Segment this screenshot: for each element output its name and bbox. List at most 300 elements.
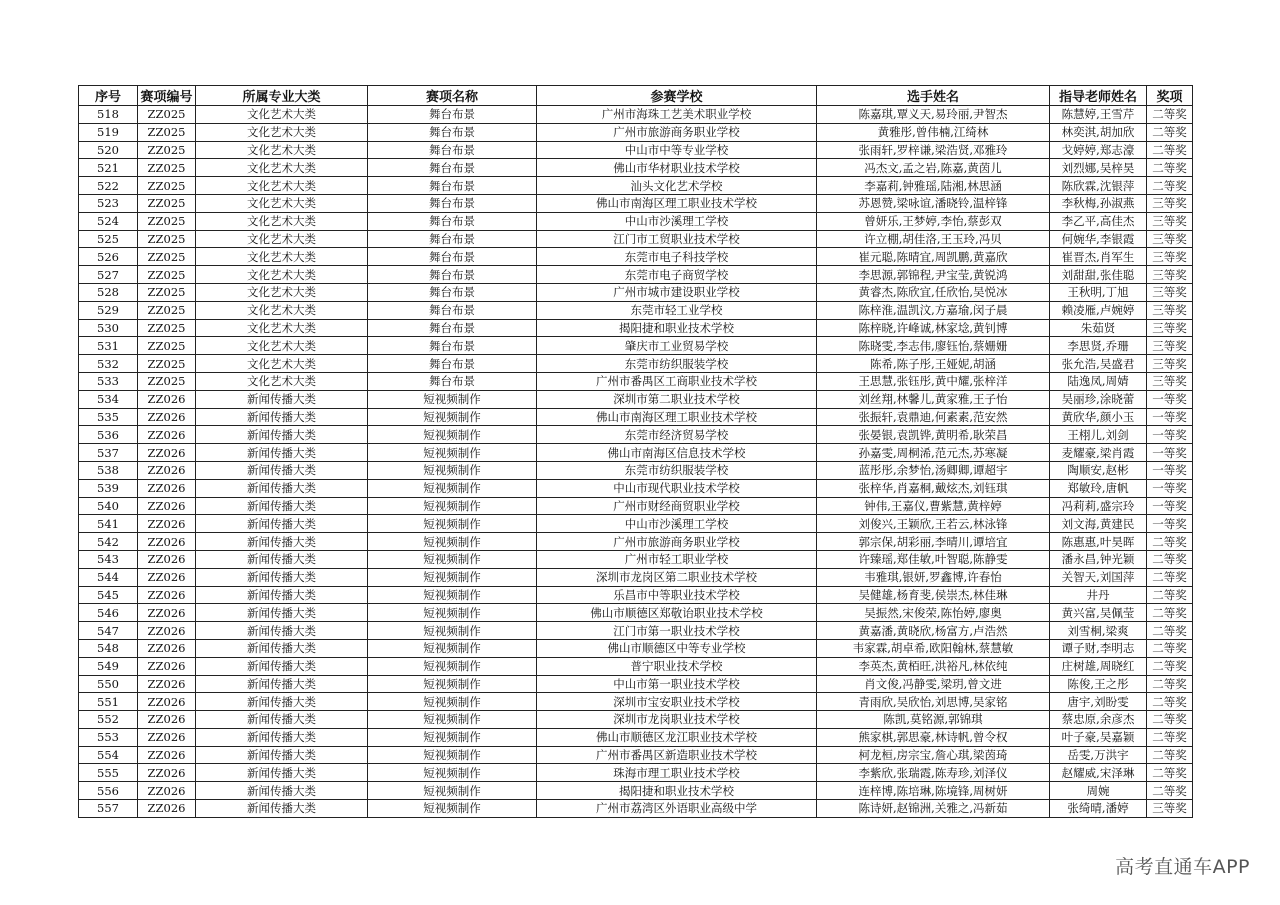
cell-contestants: 李紫欣,张瑞霞,陈寿珍,刘泽仪	[817, 764, 1050, 782]
cell-award: 三等奖	[1147, 230, 1193, 248]
cell-index: 555	[79, 764, 138, 782]
cell-award: 二等奖	[1147, 622, 1193, 640]
table-row	[79, 479, 1193, 497]
cell-event-code: ZZ026	[138, 426, 196, 444]
cell-instructors: 潘永昌,钟光颖	[1050, 550, 1147, 568]
cell-category: 新闻传播大类	[196, 586, 368, 604]
cell-contestants: 张梓华,肖嘉桐,戴炫杰,刘钰琪	[817, 479, 1050, 497]
cell-event-name: 短视频制作	[368, 479, 537, 497]
cell-school: 中山市现代职业技术学校	[537, 479, 817, 497]
cell-index: 543	[79, 550, 138, 568]
table-row	[79, 800, 1193, 818]
col-header-event-code: 赛项编号	[138, 86, 196, 106]
col-header-category: 所属专业大类	[196, 86, 368, 106]
cell-school: 东莞市轻工业学校	[537, 301, 817, 319]
cell-contestants: 刘俊兴,王颖欣,王若云,林泳锋	[817, 515, 1050, 533]
cell-instructors: 叶子豪,吴嘉颖	[1050, 728, 1147, 746]
cell-contestants: 张振轩,袁鼎迪,何素素,范安然	[817, 408, 1050, 426]
cell-event-code: ZZ026	[138, 675, 196, 693]
cell-instructors: 刘甜甜,张佳聪	[1050, 266, 1147, 284]
cell-school: 汕头文化艺术学校	[537, 177, 817, 195]
cell-instructors: 朱茹贤	[1050, 319, 1147, 337]
cell-index: 544	[79, 568, 138, 586]
cell-category: 文化艺术大类	[196, 283, 368, 301]
cell-contestants: 陈诗妍,赵锦洲,关雅之,冯新茹	[817, 800, 1050, 818]
cell-event-code: ZZ026	[138, 479, 196, 497]
table-body	[79, 106, 1193, 818]
table-row	[79, 177, 1193, 195]
cell-event-name: 舞台布景	[368, 212, 537, 230]
cell-event-name: 舞台布景	[368, 106, 537, 124]
cell-event-code: ZZ025	[138, 106, 196, 124]
cell-contestants: 陈梓淮,温凯汶,方嘉瑜,闵子晨	[817, 301, 1050, 319]
cell-event-code: ZZ025	[138, 177, 196, 195]
cell-event-name: 短视频制作	[368, 746, 537, 764]
cell-award: 二等奖	[1147, 746, 1193, 764]
cell-event-code: ZZ026	[138, 444, 196, 462]
cell-category: 新闻传播大类	[196, 390, 368, 408]
table-row	[79, 639, 1193, 657]
cell-index: 546	[79, 604, 138, 622]
cell-award: 二等奖	[1147, 568, 1193, 586]
cell-contestants: 陈希,陈子彤,王娅妮,胡涵	[817, 355, 1050, 373]
col-header-event-name: 赛项名称	[368, 86, 537, 106]
cell-event-code: ZZ026	[138, 711, 196, 729]
cell-instructors: 唐宇,刘盼雯	[1050, 693, 1147, 711]
table-row	[79, 319, 1193, 337]
table-row	[79, 301, 1193, 319]
cell-event-code: ZZ026	[138, 782, 196, 800]
cell-contestants: 黄雅彤,曾伟楠,江绮林	[817, 123, 1050, 141]
cell-instructors: 陈慧婷,王雪芹	[1050, 106, 1147, 124]
cell-school: 中山市中等专业学校	[537, 141, 817, 159]
table-row	[79, 444, 1193, 462]
cell-event-code: ZZ026	[138, 390, 196, 408]
cell-award: 二等奖	[1147, 782, 1193, 800]
cell-category: 新闻传播大类	[196, 604, 368, 622]
cell-event-code: ZZ025	[138, 230, 196, 248]
cell-event-code: ZZ026	[138, 586, 196, 604]
cell-school: 广州市财经商贸职业学校	[537, 497, 817, 515]
cell-instructors: 赵耀威,宋泽琳	[1050, 764, 1147, 782]
cell-instructors: 戈婷婷,郑志濠	[1050, 141, 1147, 159]
cell-contestants: 陈嘉琪,覃义天,易玲丽,尹智杰	[817, 106, 1050, 124]
cell-instructors: 刘雪桐,梁爽	[1050, 622, 1147, 640]
results-sheet	[78, 85, 1192, 818]
cell-index: 538	[79, 461, 138, 479]
cell-category: 新闻传播大类	[196, 550, 368, 568]
cell-school: 佛山市顺德区龙江职业技术学校	[537, 728, 817, 746]
cell-award: 三等奖	[1147, 248, 1193, 266]
table-row	[79, 372, 1193, 390]
cell-category: 新闻传播大类	[196, 426, 368, 444]
cell-school: 东莞市电子商贸学校	[537, 266, 817, 284]
cell-index: 520	[79, 141, 138, 159]
table-row	[79, 711, 1193, 729]
cell-index: 526	[79, 248, 138, 266]
cell-award: 二等奖	[1147, 123, 1193, 141]
cell-instructors: 陈欣霖,沈银萍	[1050, 177, 1147, 195]
cell-event-name: 舞台布景	[368, 283, 537, 301]
cell-contestants: 韦家霖,胡卓希,欧阳翰林,蔡慧敏	[817, 639, 1050, 657]
table-row	[79, 782, 1193, 800]
cell-contestants: 钟伟,王嘉仪,曹紫慧,黄梓婷	[817, 497, 1050, 515]
cell-event-name: 短视频制作	[368, 800, 537, 818]
cell-instructors: 井丹	[1050, 586, 1147, 604]
cell-event-code: ZZ026	[138, 515, 196, 533]
cell-event-code: ZZ026	[138, 800, 196, 818]
cell-award: 二等奖	[1147, 604, 1193, 622]
cell-school: 广州市番禺区新造职业技术学校	[537, 746, 817, 764]
cell-event-code: ZZ025	[138, 319, 196, 337]
cell-school: 珠海市理工职业技术学校	[537, 764, 817, 782]
cell-category: 文化艺术大类	[196, 266, 368, 284]
cell-category: 新闻传播大类	[196, 639, 368, 657]
cell-index: 554	[79, 746, 138, 764]
cell-index: 525	[79, 230, 138, 248]
cell-instructors: 李思贤,乔珊	[1050, 337, 1147, 355]
cell-instructors: 林奕淇,胡加欣	[1050, 123, 1147, 141]
cell-award: 一等奖	[1147, 408, 1193, 426]
cell-index: 522	[79, 177, 138, 195]
table-row	[79, 408, 1193, 426]
cell-category: 文化艺术大类	[196, 159, 368, 177]
cell-award: 一等奖	[1147, 426, 1193, 444]
cell-event-code: ZZ026	[138, 622, 196, 640]
cell-category: 文化艺术大类	[196, 177, 368, 195]
col-header-instructors: 指导老师姓名	[1050, 86, 1147, 106]
cell-category: 新闻传播大类	[196, 515, 368, 533]
table-row	[79, 728, 1193, 746]
cell-index: 534	[79, 390, 138, 408]
cell-event-name: 短视频制作	[368, 657, 537, 675]
cell-instructors: 郑敏玲,唐帆	[1050, 479, 1147, 497]
table-row	[79, 461, 1193, 479]
cell-index: 524	[79, 212, 138, 230]
cell-event-code: ZZ025	[138, 337, 196, 355]
table-row	[79, 568, 1193, 586]
cell-instructors: 蔡忠原,余彦杰	[1050, 711, 1147, 729]
cell-contestants: 崔元聪,陈晴宜,周凯鹏,黄嘉欣	[817, 248, 1050, 266]
col-header-award: 奖项	[1147, 86, 1193, 106]
cell-index: 539	[79, 479, 138, 497]
cell-event-name: 短视频制作	[368, 586, 537, 604]
cell-event-name: 舞台布景	[368, 230, 537, 248]
col-header-contestants: 选手姓名	[817, 86, 1050, 106]
cell-index: 527	[79, 266, 138, 284]
cell-event-name: 短视频制作	[368, 515, 537, 533]
cell-event-code: ZZ026	[138, 461, 196, 479]
cell-school: 东莞市纺织服装学校	[537, 461, 817, 479]
cell-award: 二等奖	[1147, 728, 1193, 746]
cell-school: 深圳市宝安职业技术学校	[537, 693, 817, 711]
cell-category: 新闻传播大类	[196, 622, 368, 640]
cell-event-code: ZZ026	[138, 728, 196, 746]
table-row	[79, 622, 1193, 640]
table-row	[79, 746, 1193, 764]
cell-event-code: ZZ025	[138, 283, 196, 301]
cell-school: 中山市沙溪理工学校	[537, 212, 817, 230]
cell-school: 佛山市南海区理工职业技术学校	[537, 408, 817, 426]
cell-contestants: 王思慧,张钰彤,黄中耀,张梓洋	[817, 372, 1050, 390]
cell-instructors: 张绮晴,潘婷	[1050, 800, 1147, 818]
cell-index: 551	[79, 693, 138, 711]
cell-event-name: 短视频制作	[368, 693, 537, 711]
cell-contestants: 韦雅琪,银妍,罗鑫博,许春怡	[817, 568, 1050, 586]
cell-contestants: 张晏银,袁凯铧,黄明希,耿荣昌	[817, 426, 1050, 444]
cell-event-name: 舞台布景	[368, 301, 537, 319]
cell-category: 新闻传播大类	[196, 444, 368, 462]
cell-category: 文化艺术大类	[196, 141, 368, 159]
cell-school: 佛山市顺德区中等专业学校	[537, 639, 817, 657]
cell-award: 三等奖	[1147, 301, 1193, 319]
cell-event-code: ZZ025	[138, 248, 196, 266]
cell-index: 518	[79, 106, 138, 124]
cell-event-name: 短视频制作	[368, 497, 537, 515]
cell-event-code: ZZ025	[138, 212, 196, 230]
cell-category: 新闻传播大类	[196, 408, 368, 426]
table-row	[79, 426, 1193, 444]
cell-index: 521	[79, 159, 138, 177]
cell-instructors: 李秋梅,孙淑燕	[1050, 194, 1147, 212]
cell-school: 揭阳捷和职业技术学校	[537, 319, 817, 337]
table-row	[79, 764, 1193, 782]
cell-award: 二等奖	[1147, 711, 1193, 729]
cell-contestants: 吴健雄,杨育斐,侯崇杰,林佳琳	[817, 586, 1050, 604]
cell-instructors: 刘文海,黄建民	[1050, 515, 1147, 533]
cell-category: 新闻传播大类	[196, 746, 368, 764]
cell-event-name: 舞台布景	[368, 159, 537, 177]
cell-instructors: 何婉华,李银霞	[1050, 230, 1147, 248]
table-row	[79, 337, 1193, 355]
cell-instructors: 冯莉莉,盛宗玲	[1050, 497, 1147, 515]
header-row	[79, 86, 1193, 106]
table-row	[79, 212, 1193, 230]
cell-category: 文化艺术大类	[196, 337, 368, 355]
cell-school: 乐昌市中等职业技术学校	[537, 586, 817, 604]
cell-award: 二等奖	[1147, 159, 1193, 177]
table-row	[79, 604, 1193, 622]
cell-instructors: 岳雯,万洪宇	[1050, 746, 1147, 764]
cell-school: 广州市荔湾区外语职业高级中学	[537, 800, 817, 818]
cell-index: 541	[79, 515, 138, 533]
cell-contestants: 熊家棋,郭思豪,林诗帆,曾令权	[817, 728, 1050, 746]
cell-award: 三等奖	[1147, 337, 1193, 355]
cell-index: 536	[79, 426, 138, 444]
table-row	[79, 194, 1193, 212]
cell-contestants: 郭宗保,胡彩丽,李晴川,谭培宜	[817, 533, 1050, 551]
table-row	[79, 390, 1193, 408]
cell-award: 二等奖	[1147, 106, 1193, 124]
cell-category: 文化艺术大类	[196, 106, 368, 124]
cell-index: 523	[79, 194, 138, 212]
cell-index: 547	[79, 622, 138, 640]
cell-contestants: 李嘉莉,钟雅瑶,陆湘,林思涵	[817, 177, 1050, 195]
cell-instructors: 庄树雄,周晓红	[1050, 657, 1147, 675]
cell-contestants: 青雨欣,吴欣怡,刘思博,吴家铭	[817, 693, 1050, 711]
cell-contestants: 许立棚,胡佳洛,王玉玲,冯贝	[817, 230, 1050, 248]
table-row	[79, 497, 1193, 515]
cell-event-name: 短视频制作	[368, 604, 537, 622]
cell-category: 文化艺术大类	[196, 319, 368, 337]
cell-event-code: ZZ025	[138, 355, 196, 373]
cell-instructors: 陆逸凤,周婧	[1050, 372, 1147, 390]
cell-award: 二等奖	[1147, 693, 1193, 711]
cell-school: 深圳市龙岗区第二职业技术学校	[537, 568, 817, 586]
cell-event-code: ZZ025	[138, 123, 196, 141]
cell-index: 532	[79, 355, 138, 373]
cell-event-name: 短视频制作	[368, 728, 537, 746]
cell-category: 新闻传播大类	[196, 497, 368, 515]
cell-event-code: ZZ026	[138, 550, 196, 568]
cell-school: 佛山市南海区信息技术学校	[537, 444, 817, 462]
cell-award: 二等奖	[1147, 675, 1193, 693]
cell-award: 三等奖	[1147, 319, 1193, 337]
cell-event-name: 短视频制作	[368, 533, 537, 551]
cell-contestants: 许臻瑶,郑佳敏,叶智聪,陈静雯	[817, 550, 1050, 568]
cell-event-code: ZZ026	[138, 497, 196, 515]
cell-instructors: 周婉	[1050, 782, 1147, 800]
cell-index: 549	[79, 657, 138, 675]
table-row	[79, 355, 1193, 373]
cell-contestants: 张雨轩,罗梓谦,梁浩贤,邓雅玲	[817, 141, 1050, 159]
cell-award: 三等奖	[1147, 266, 1193, 284]
cell-category: 新闻传播大类	[196, 728, 368, 746]
cell-event-name: 短视频制作	[368, 675, 537, 693]
cell-school: 广州市海珠工艺美术职业学校	[537, 106, 817, 124]
cell-category: 新闻传播大类	[196, 764, 368, 782]
cell-school: 广州市番禺区工商职业技术学校	[537, 372, 817, 390]
cell-school: 佛山市顺德区郑敬诒职业技术学校	[537, 604, 817, 622]
cell-instructors: 李乙平,高佳杰	[1050, 212, 1147, 230]
cell-school: 佛山市华材职业技术学校	[537, 159, 817, 177]
table-row	[79, 533, 1193, 551]
table-row	[79, 266, 1193, 284]
cell-award: 一等奖	[1147, 390, 1193, 408]
table-row	[79, 657, 1193, 675]
cell-contestants: 黄嘉潘,黄晓欣,杨富方,卢浩然	[817, 622, 1050, 640]
cell-event-name: 短视频制作	[368, 550, 537, 568]
cell-contestants: 李思源,郭锦程,尹宝莹,黄锐鸿	[817, 266, 1050, 284]
watermark-text: 高考直通车APP	[1115, 856, 1250, 878]
cell-school: 深圳市龙岗职业技术学校	[537, 711, 817, 729]
cell-award: 一等奖	[1147, 461, 1193, 479]
table-row	[79, 106, 1193, 124]
cell-contestants: 陈梓晓,许峰诚,林家埝,黄钊博	[817, 319, 1050, 337]
cell-contestants: 孙嘉雯,周桐浠,范元杰,苏寒凝	[817, 444, 1050, 462]
cell-instructors: 王秋明,丁旭	[1050, 283, 1147, 301]
table-row	[79, 159, 1193, 177]
cell-index: 553	[79, 728, 138, 746]
cell-event-code: ZZ026	[138, 746, 196, 764]
cell-award: 二等奖	[1147, 639, 1193, 657]
cell-award: 二等奖	[1147, 586, 1193, 604]
cell-award: 三等奖	[1147, 283, 1193, 301]
cell-index: 531	[79, 337, 138, 355]
cell-instructors: 陶顺安,赵彬	[1050, 461, 1147, 479]
cell-school: 广州市旅游商务职业学校	[537, 533, 817, 551]
cell-school: 普宁职业技术学校	[537, 657, 817, 675]
cell-index: 537	[79, 444, 138, 462]
cell-contestants: 陈晓雯,李志伟,廖钰怡,蔡姗姗	[817, 337, 1050, 355]
col-header-index: 序号	[79, 86, 138, 106]
cell-index: 530	[79, 319, 138, 337]
cell-award: 三等奖	[1147, 212, 1193, 230]
cell-event-name: 舞台布景	[368, 372, 537, 390]
cell-school: 东莞市电子科技学校	[537, 248, 817, 266]
cell-school: 广州市旅游商务职业学校	[537, 123, 817, 141]
cell-award: 一等奖	[1147, 444, 1193, 462]
cell-contestants: 肖文俊,冯静雯,梁玥,曾文进	[817, 675, 1050, 693]
cell-event-name: 舞台布景	[368, 194, 537, 212]
cell-school: 中山市第一职业技术学校	[537, 675, 817, 693]
cell-event-name: 短视频制作	[368, 622, 537, 640]
cell-school: 揭阳捷和职业技术学校	[537, 782, 817, 800]
cell-event-name: 短视频制作	[368, 390, 537, 408]
cell-contestants: 李英杰,黄栢旺,洪裕凡,林依纯	[817, 657, 1050, 675]
cell-event-name: 舞台布景	[368, 319, 537, 337]
cell-category: 新闻传播大类	[196, 461, 368, 479]
cell-instructors: 张允浩,吴盛君	[1050, 355, 1147, 373]
cell-contestants: 苏恩赞,梁咏谊,潘晓铃,温梓锋	[817, 194, 1050, 212]
cell-event-name: 舞台布景	[368, 266, 537, 284]
cell-contestants: 蓝彤彤,余梦怡,汤卿卿,谭超宇	[817, 461, 1050, 479]
cell-contestants: 柯龙桓,房宗宝,詹心琪,梁茵琦	[817, 746, 1050, 764]
cell-event-name: 短视频制作	[368, 639, 537, 657]
cell-instructors: 王栩儿,刘剑	[1050, 426, 1147, 444]
table-row	[79, 515, 1193, 533]
cell-award: 一等奖	[1147, 497, 1193, 515]
cell-event-code: ZZ026	[138, 639, 196, 657]
cell-category: 新闻传播大类	[196, 711, 368, 729]
cell-school: 江门市工贸职业技术学校	[537, 230, 817, 248]
cell-instructors: 黄欣华,颜小玉	[1050, 408, 1147, 426]
cell-school: 广州市轻工职业学校	[537, 550, 817, 568]
cell-index: 548	[79, 639, 138, 657]
cell-school: 广州市城市建设职业学校	[537, 283, 817, 301]
cell-contestants: 黄睿杰,陈欣宜,任欣怡,吴悦冰	[817, 283, 1050, 301]
col-header-school: 参赛学校	[537, 86, 817, 106]
table-row	[79, 230, 1193, 248]
cell-event-name: 舞台布景	[368, 355, 537, 373]
cell-event-name: 舞台布景	[368, 248, 537, 266]
cell-event-name: 舞台布景	[368, 123, 537, 141]
cell-school: 江门市第一职业技术学校	[537, 622, 817, 640]
cell-event-name: 舞台布景	[368, 177, 537, 195]
awards-table	[78, 85, 1193, 818]
cell-event-name: 短视频制作	[368, 568, 537, 586]
cell-instructors: 黄兴富,吴佩莹	[1050, 604, 1147, 622]
cell-event-name: 舞台布景	[368, 337, 537, 355]
cell-event-name: 短视频制作	[368, 782, 537, 800]
cell-school: 肇庆市工业贸易学校	[537, 337, 817, 355]
cell-event-name: 短视频制作	[368, 444, 537, 462]
cell-award: 二等奖	[1147, 177, 1193, 195]
table-row	[79, 123, 1193, 141]
cell-category: 文化艺术大类	[196, 372, 368, 390]
cell-event-name: 短视频制作	[368, 764, 537, 782]
cell-category: 文化艺术大类	[196, 212, 368, 230]
cell-event-name: 短视频制作	[368, 426, 537, 444]
cell-event-code: ZZ025	[138, 194, 196, 212]
cell-event-code: ZZ026	[138, 568, 196, 586]
cell-index: 552	[79, 711, 138, 729]
cell-instructors: 陈俊,王之彤	[1050, 675, 1147, 693]
cell-event-code: ZZ026	[138, 657, 196, 675]
cell-instructors: 谭子财,李明志	[1050, 639, 1147, 657]
cell-index: 540	[79, 497, 138, 515]
cell-school: 东莞市经济贸易学校	[537, 426, 817, 444]
